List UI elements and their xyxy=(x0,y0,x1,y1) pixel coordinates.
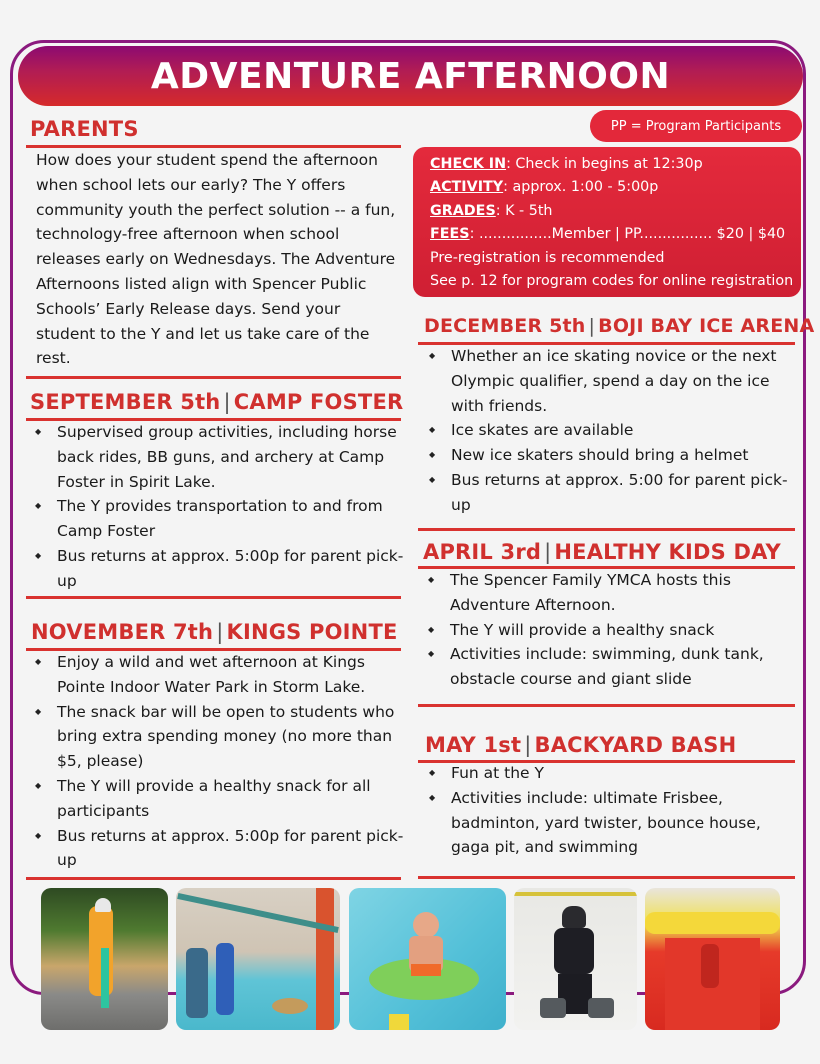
event-heading-may: MAY 1st | BACKYARD BASH xyxy=(425,733,737,757)
grades-row: GRADES: K - 5th xyxy=(430,202,553,219)
event-list-september xyxy=(32,420,404,594)
list-item: ◆ Ice skates are available xyxy=(426,418,796,443)
info-box xyxy=(413,147,801,297)
parents-body: How does your student spend the afternoon when school lets our early? The Y offers community youth the perfect solution -- a fun, technology-free afternoon when school releases early on Wednesdays. The Adventure Afternoons listed align with Spencer Public Schools’ Early Release days. Send your student to the Y and let us take care of the rest. xyxy=(36,151,396,368)
divider xyxy=(26,596,401,599)
event-heading-september: SEPTEMBER 5th | CAMP FOSTER xyxy=(30,390,404,414)
photo-ice-skating xyxy=(514,888,637,1030)
divider xyxy=(26,877,401,880)
divider xyxy=(418,528,795,531)
list-item: ◆ Activities include: ultimate Frisbee, badminton, yard twister, bounce house, gaga pit, and swimming xyxy=(426,786,796,860)
list-item: ◆ Whether an ice skating novice or the next Olympic qualifier, spend a day on the ice with friends. xyxy=(426,344,796,418)
pp-legend-badge: PP = Program Participants xyxy=(590,110,802,142)
list-item: ◆ The Spencer Family YMCA hosts this Adventure Afternoon. xyxy=(425,568,795,618)
photo-horse-ride xyxy=(41,888,168,1030)
divider xyxy=(418,704,795,707)
photo-inflatable-slide xyxy=(645,888,780,1030)
photo-water-park xyxy=(176,888,340,1030)
photo-strip xyxy=(0,888,820,1033)
list-item: ◆ The Y will provide a healthy snack for all participants xyxy=(32,774,404,824)
event-list-april xyxy=(425,568,795,692)
fees-row: FEES: ................Member | PP................ $20 | $40 xyxy=(430,226,786,243)
list-item: ◆ Enjoy a wild and wet afternoon at Kings Pointe Indoor Water Park in Storm Lake. xyxy=(32,650,404,700)
event-list-may xyxy=(426,761,796,860)
activity-row: ACTIVITY: approx. 1:00 - 5:00p xyxy=(430,179,659,196)
divider xyxy=(26,376,401,379)
list-item: ◆ Bus returns at approx. 5:00p for parent pick-up xyxy=(32,544,404,594)
list-item: ◆ Bus returns at approx. 5:00 for parent pick-up xyxy=(426,468,796,518)
list-item: ◆ The Y will provide a healthy snack xyxy=(425,618,795,643)
event-list-november xyxy=(32,650,404,873)
parents-heading: PARENTS xyxy=(30,117,139,141)
event-heading-april: APRIL 3rd | HEALTHY KIDS DAY xyxy=(423,540,781,564)
event-heading-november: NOVEMBER 7th | KINGS POINTE xyxy=(31,620,398,644)
list-item: ◆ Activities include: swimming, dunk tank, obstacle course and giant slide xyxy=(425,642,795,692)
list-item: ◆ Supervised group activities, including horse back rides, BB guns, and archery at Camp Foster in Spirit Lake. xyxy=(32,420,404,494)
list-item: ◆ New ice skaters should bring a helmet xyxy=(426,443,796,468)
program-codes-note: See p. 12 for program codes for online registration xyxy=(430,273,794,290)
list-item: ◆ The Y provides transportation to and from Camp Foster xyxy=(32,494,404,544)
check-in-row: CHECK IN: Check in begins at 12:30p xyxy=(430,156,703,172)
list-item: ◆ Fun at the Y xyxy=(426,761,796,786)
title-banner xyxy=(18,46,803,106)
divider xyxy=(418,876,795,879)
list-item: ◆ The snack bar will be open to students who bring extra spending money (no more than $5, please) xyxy=(32,700,404,774)
preregistration-note: Pre-registration is recommended xyxy=(430,249,665,266)
photo-pool-float xyxy=(349,888,506,1030)
event-list-december xyxy=(426,344,796,518)
event-heading-december: DECEMBER 5th | BOJI BAY ICE ARENA xyxy=(424,315,815,337)
page-title: ADVENTURE AFTERNOON xyxy=(150,55,671,97)
list-item: ◆ Bus returns at approx. 5:00p for parent pick-up xyxy=(32,824,404,874)
